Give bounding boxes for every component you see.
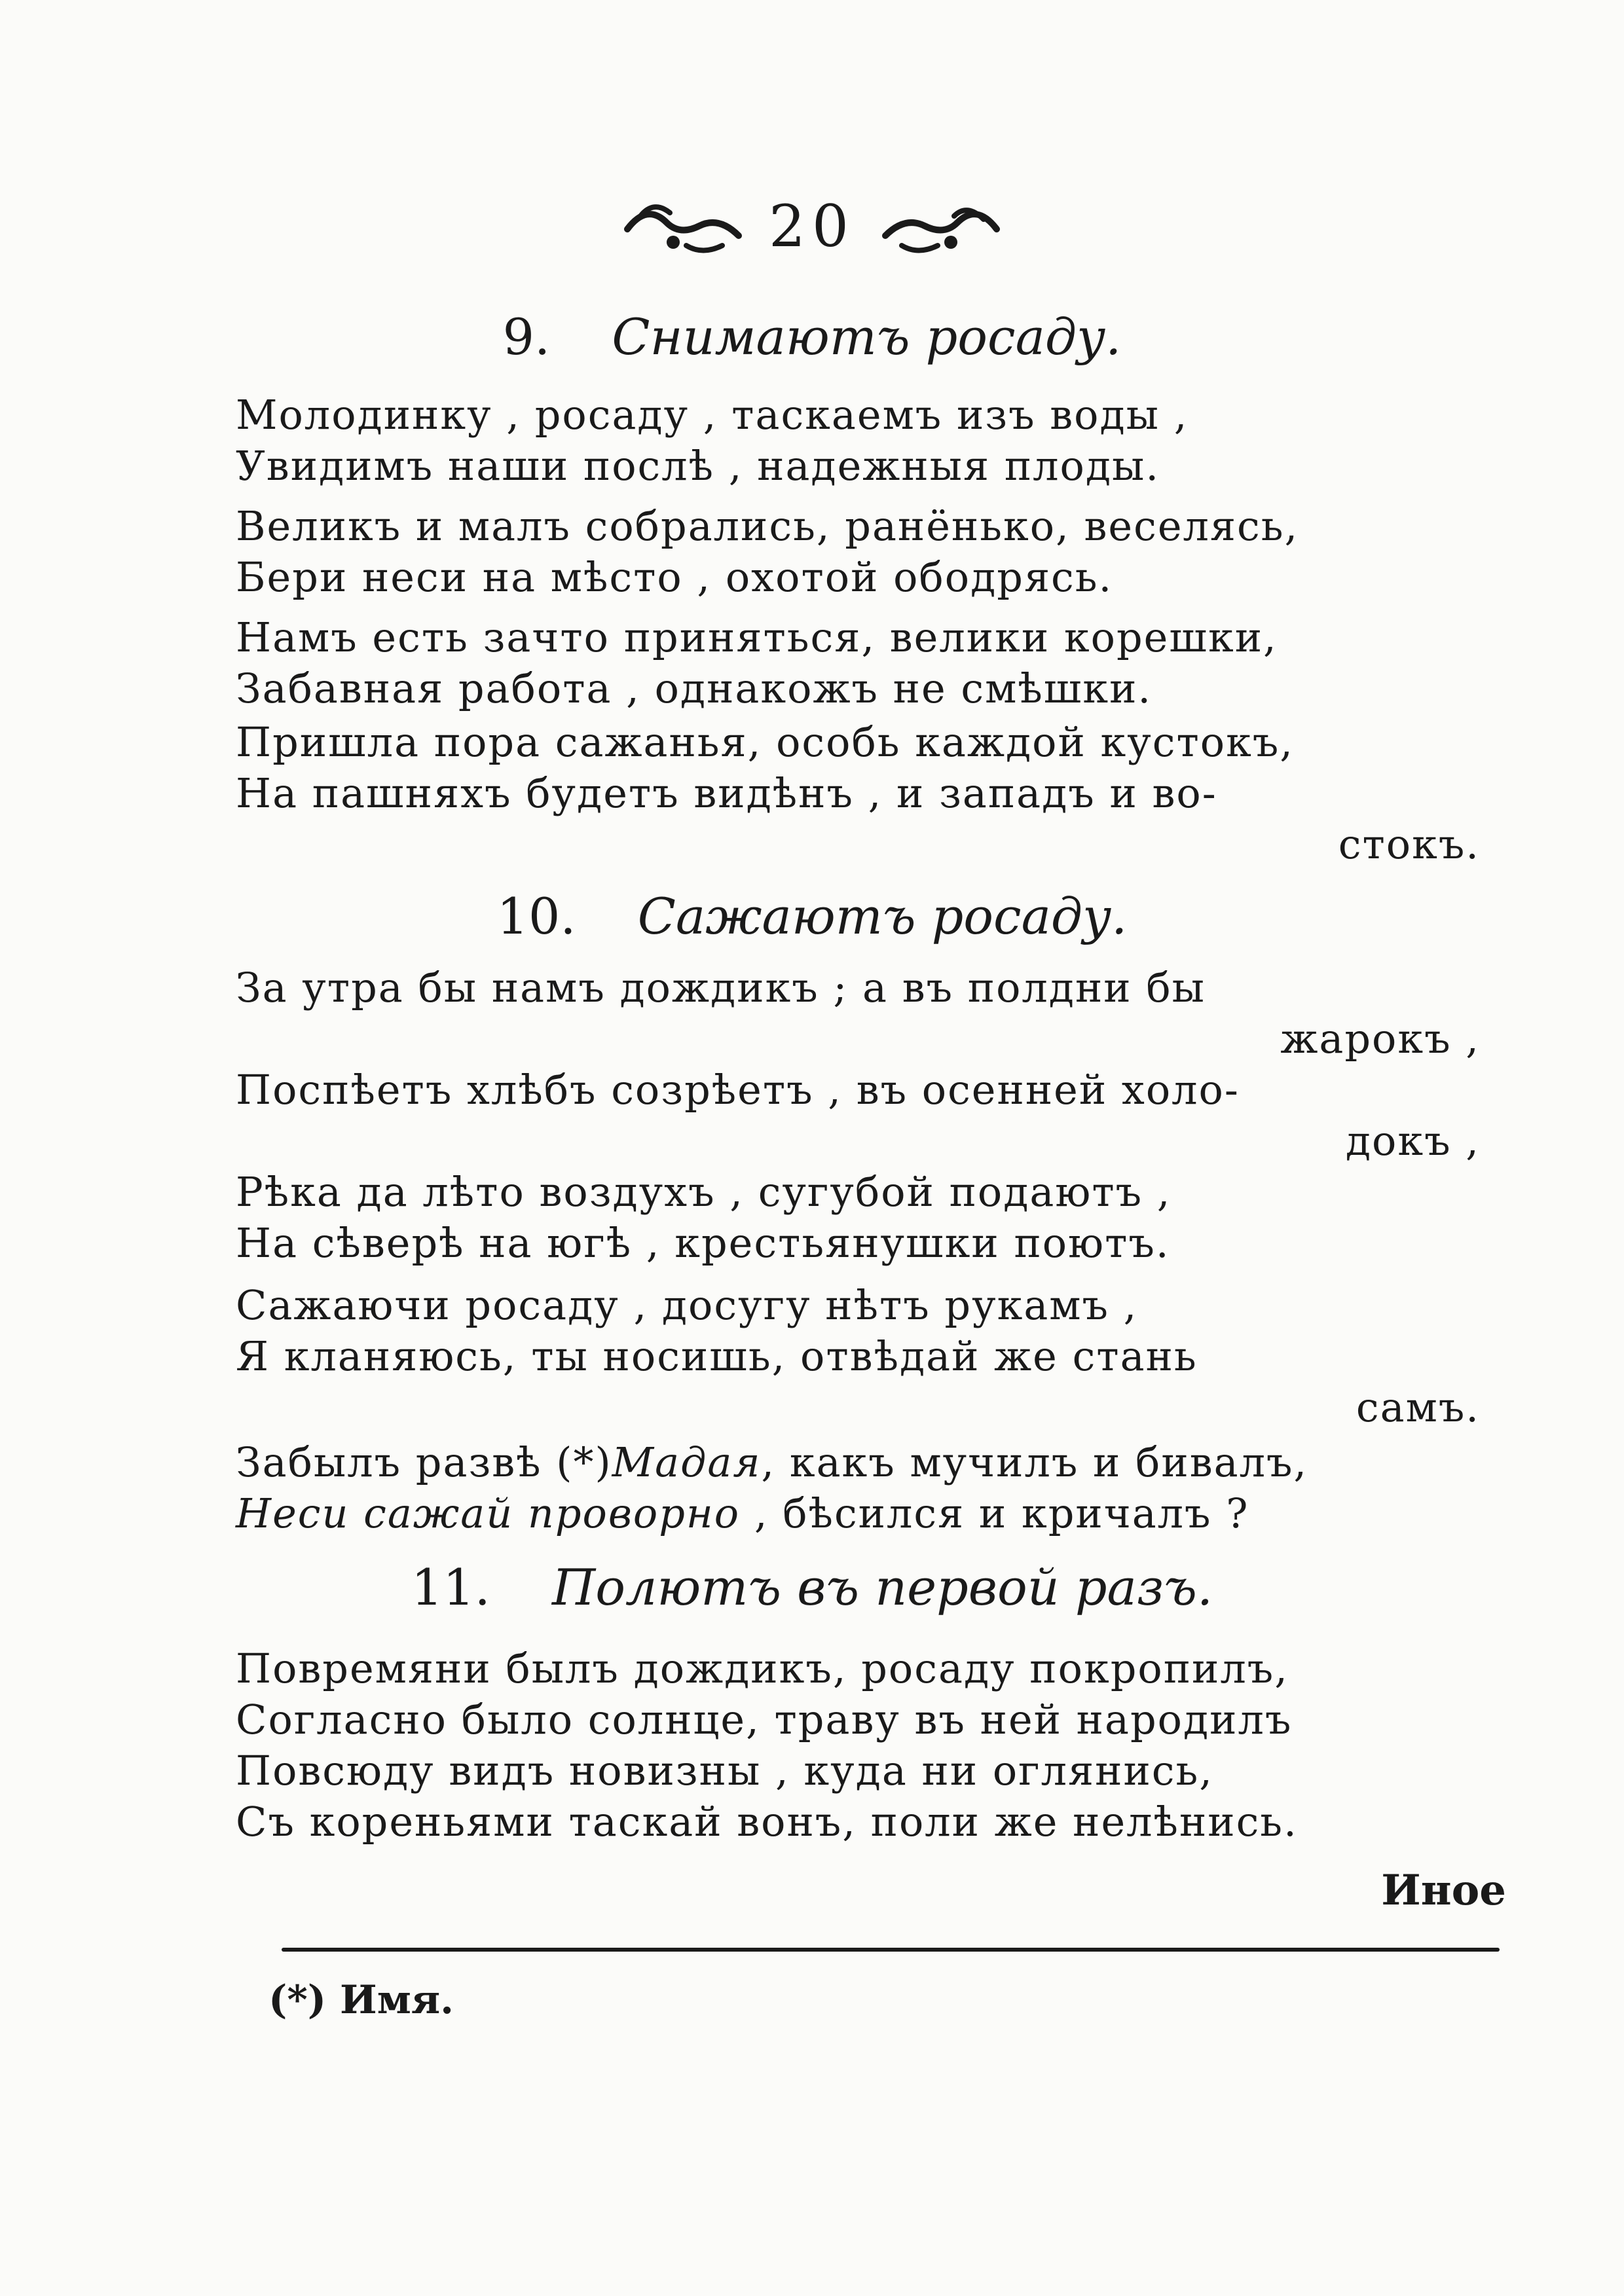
verse-line: Пришла пора сажанья, особь каждой кустокъ, [236,718,1295,766]
section-number: 9. [502,308,551,366]
verse-line-continuation: стокъ. [1338,820,1480,868]
verse-line: Увидимъ наши послѣ , надежныя плоды. [236,442,1160,490]
verse-line-continuation: докъ , [1345,1117,1480,1165]
verse-line: Согласно было солнце, траву въ ней народилъ [236,1696,1293,1743]
section-heading [0,887,1624,945]
verse-line: За утра бы намъ дождикъ ; а въ полдни бы [236,964,1206,1011]
verse-italic-text: Неси сажай проворно [236,1489,741,1537]
stanza [236,717,1493,870]
page-header [0,180,1624,272]
left-ornament-icon [621,190,745,262]
footnote-divider [282,1948,1500,1952]
verse-text: , бѣсился и кричалъ ? [740,1489,1249,1537]
verse-line-continuation: самъ. [1356,1383,1480,1431]
section-title: Полютъ въ первой разъ. [551,1558,1213,1616]
verse-line: Намъ есть зачто приняться, велики корешки, [236,613,1278,661]
stanza [236,1643,1493,1848]
verse-line [236,1488,1493,1539]
section-number: 10. [496,887,576,945]
verse-line [236,1437,1493,1488]
stanza [236,962,1493,1269]
verse-line: Молодинку , росаду , таскаемъ изъ воды , [236,391,1189,439]
stanza [236,612,1493,714]
verse-line: Повремяни былъ дождикъ, росаду покропилъ, [236,1645,1289,1692]
verse-line: Поспѣетъ хлѣбъ созрѣетъ , въ осенней холо- [236,1066,1240,1114]
verse-line: Рѣка да лѣто воздухъ , сугубой подаютъ , [236,1168,1172,1216]
verse-line: На сѣверѣ на югѣ , крестьянушки поютъ. [236,1219,1170,1267]
verse-line: На пашняхъ будетъ видѣнъ , и западъ и во- [236,769,1217,817]
stanza [236,1280,1493,1433]
verse-line: Я кланяюсь, ты носишь, отвѣдай же стань [236,1332,1198,1380]
section-title: Снимаютъ росаду. [612,308,1122,366]
right-ornament-icon [879,190,1003,262]
verse-line: Забавная работа , однакожъ не смѣшки. [236,665,1153,712]
section-title: Сажаютъ росаду. [637,887,1128,945]
section-heading [0,1558,1624,1616]
catchword: Иное [1381,1866,1506,1915]
verse-line: Съ кореньями таскай вонъ, поли же нелѣнись. [236,1798,1298,1846]
verse-text: , какъ мучилъ и бивалъ, [761,1438,1308,1486]
footnote: (*) Имя. [268,1977,454,2023]
verse-line-continuation: жарокъ , [1280,1015,1480,1063]
verse-line: Великъ и малъ собрались, ранёнько, веселясь, [236,502,1299,550]
verse-line: Сажаючи росаду , досугу нѣтъ рукамъ , [236,1281,1138,1329]
verse-line: Повсюду видъ новизны , куда ни оглянись, [236,1747,1213,1795]
section-heading [0,308,1624,366]
stanza [236,501,1493,603]
verse-line: Бери неси на мѣсто , охотой ободрясь. [236,553,1113,601]
section-number: 11. [411,1558,490,1616]
stanza [236,390,1493,492]
page-number: 20 [769,192,855,260]
stanza [236,1437,1493,1539]
verse-text: Забылъ развѣ (*) [236,1438,612,1486]
verse-italic-name: Мадая [612,1438,762,1486]
